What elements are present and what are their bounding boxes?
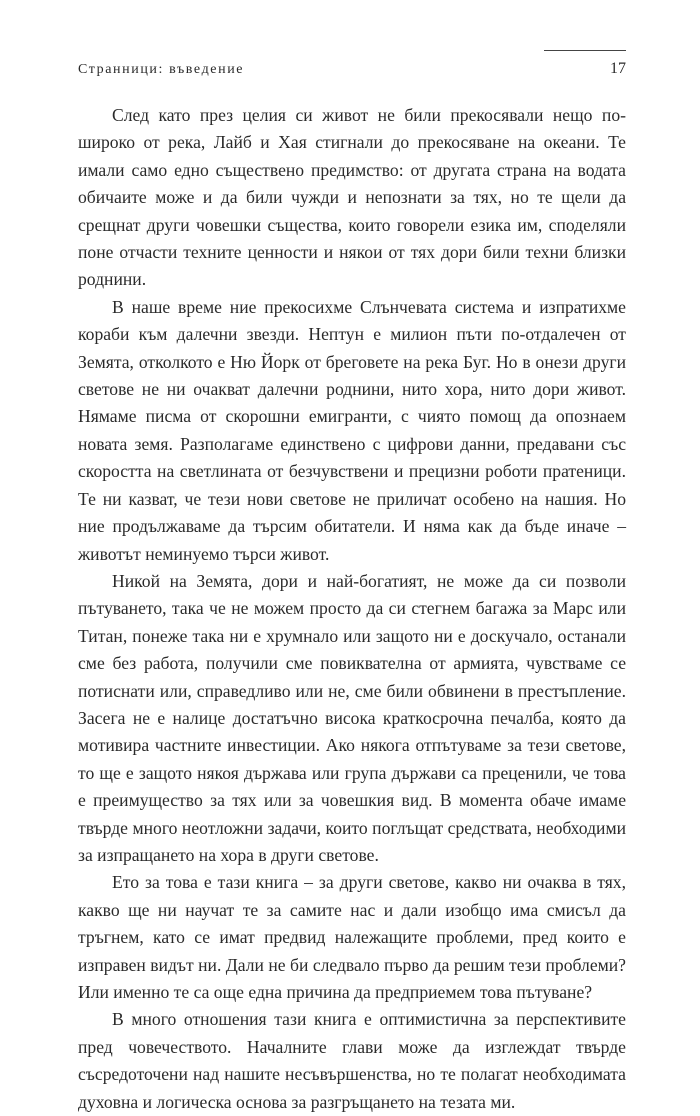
body-text: [78, 102, 626, 1116]
running-title: Странници: въведение: [78, 62, 245, 77]
running-head: [78, 60, 626, 86]
paragraph: В много отношения тази книга е оптимистична за перспективите пред човечеството. Началните глави може да изглеждат твърде съсредоточени над нашите несъвършенства, но те полагат необходимата духовна и логическа основа за разгръщането на тезата ми.: [78, 1009, 626, 1112]
header-rule: [544, 50, 626, 51]
page-number: 17: [610, 60, 626, 77]
paragraph: Никой на Земята, дори и най-богатият, не може да си позволи пътуването, така че не можем просто да си стегнем багажа за Марс или Титан, понеже така ни е хрумнало или защото ни е доскучало, останали сме без работа, получили сме повиквателна от армията, чувстваме се потиснати или, справедливо или не, сме били обвинени в престъпление. Засега не е налице достатъчно висока краткосрочна печалба, която да мотивира частните инвестиции. Ако някога отпътуваме за тези светове, то ще е защото някоя държава или група държави са преценили, че това е преимущество за тях или за човешкия вид. В момента обаче имаме твърде много неотложни задачи, които поглъщат средствата, необходими за изпращането на хора в други светове.: [78, 570, 626, 865]
book-page: [78, 50, 626, 1116]
paragraph: След като през целия си живот не били прекосявали нещо по-широко от река, Лайб и Хая стигнали до прекосяване на океани. Те имали само едно съществено предимство: от другата страна на водата обичаите може и да били чужди и непознати за тях, но те щели да срещнат други човешки същества, които говорели езика им, споделяли поне отчасти техните ценности и някои от тях дори били техни близки роднини.: [78, 105, 626, 290]
paragraph: Ето за това е тази книга – за други светове, какво ни очаква в тях, какво ще ни научат те за самите нас и дали изобщо има смисъл да тръгнем, като се имат предвид належащите проблеми, пред които е изправен видът ни. Дали не би следвало първо да решим тези проблеми? Или именно те са още една причина да предприемем това пътуване?: [78, 872, 626, 1002]
paragraph: В наше време ние прекосихме Слънчевата система и изпратихме кораби към далечни звезди. Нептун е милион пъти по-отдалечен от Земята, отколкото е Ню Йорк от бреговете на река Буг. Но в онези други светове не ни очакват далечни роднини, нито хора, нито дори живот. Нямаме писма от скорошни емигранти, с чиято помощ да опознаем новата земя. Разполагаме единствено с цифрови данни, предавани със скоростта на светлината от безчувствени и прецизни роботи пратеници. Те ни казват, че тези нови светове не приличат особено на нашия. Но ние продължаваме да търсим обитатели. И няма как да бъде иначе – животът неминуемо търси живот.: [78, 296, 626, 564]
